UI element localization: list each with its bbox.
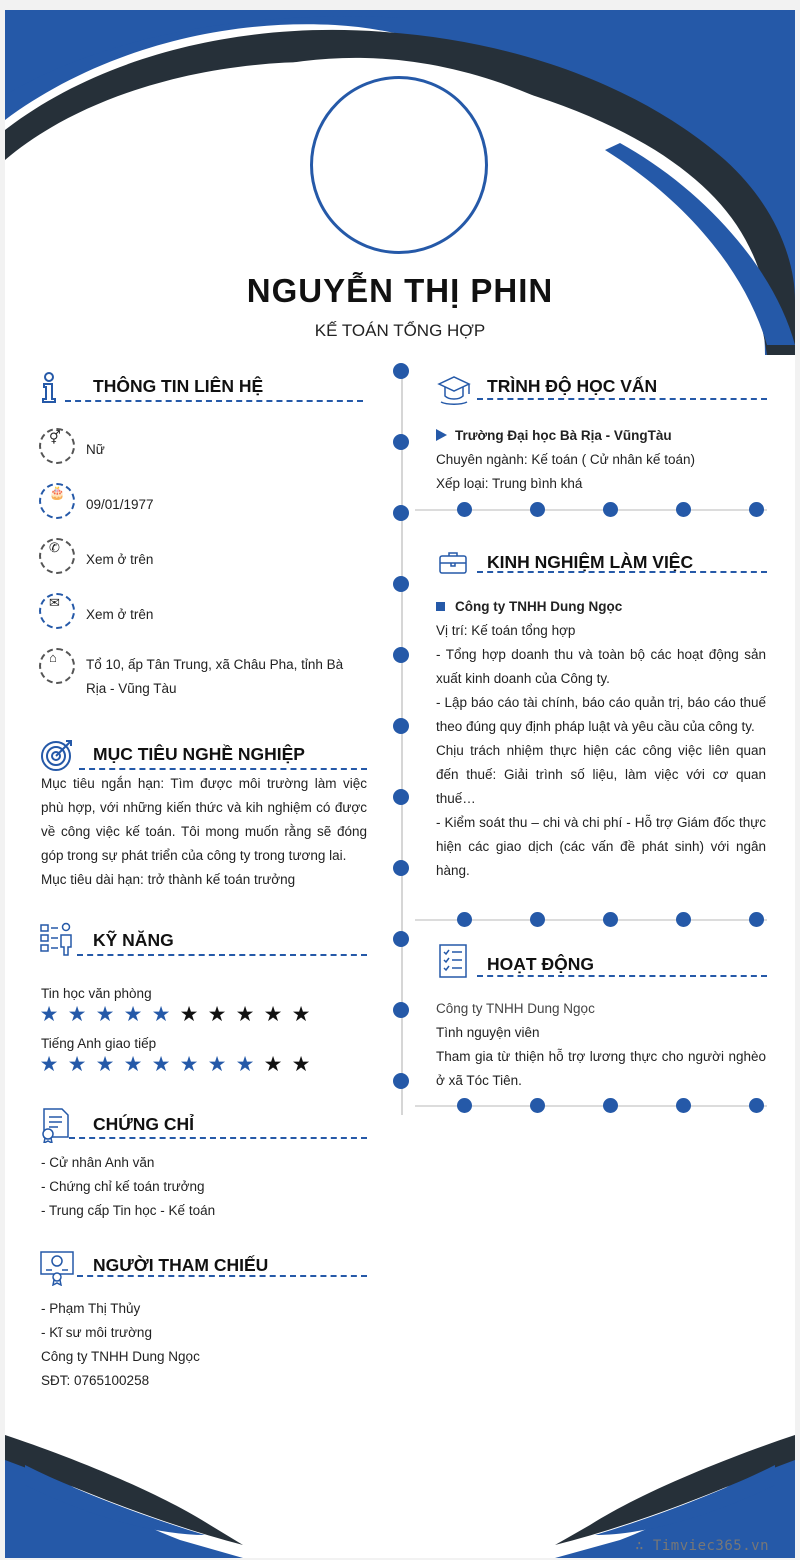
- footer-wave-decoration: [5, 1415, 795, 1558]
- experience-position: Vị trí: Kế toán tổng hợp: [436, 623, 576, 638]
- experience-duty: - Kiểm soát thu – chi và chi phí - Hỗ trợ Giám đốc thực hiện các giao dịch (các vấn đề phát sinh) với ngân hàng.: [436, 815, 766, 878]
- education-grade: Xếp loại: Trung bình khá: [436, 476, 583, 491]
- education-title-rule: [477, 398, 767, 400]
- star-filled-icon: ★: [123, 1053, 143, 1076]
- timeline-dot: [393, 789, 409, 805]
- gender-icon: ⚥: [49, 430, 61, 445]
- activities-entry: [436, 997, 766, 1093]
- info-icon: [39, 372, 59, 404]
- star-filled-icon: ★: [39, 1003, 59, 1026]
- star-filled-icon: ★: [67, 1053, 87, 1076]
- star-filled-icon: ★: [95, 1053, 115, 1076]
- contact-item-address: ⌂ Tổ 10, ấp Tân Trung, xã Châu Pha, tỉnh Bà Rịa - Vũng Tàu: [39, 648, 369, 708]
- checklist-icon: [439, 944, 467, 978]
- certificate-icon: [40, 1107, 72, 1143]
- certificates-title-rule: [69, 1137, 367, 1139]
- education-entry: [436, 424, 766, 496]
- skill-name: Tin học văn phòng: [41, 986, 152, 1001]
- certificate-item: - Trung cấp Tin học - Kế toán: [41, 1203, 216, 1218]
- experience-company: Công ty TNHH Dung Ngọc: [436, 595, 766, 619]
- skill-rating: [39, 1054, 311, 1075]
- square-bullet-icon: [436, 602, 445, 611]
- certificate-item: - Chứng chỉ kế toán trưởng: [41, 1179, 205, 1194]
- education-section-title: TRÌNH ĐỘ HỌC VẤN: [487, 376, 658, 396]
- contact-item-phone: ✆ Xem ở trên: [39, 538, 369, 578]
- star-empty-icon: ★: [207, 1003, 227, 1026]
- reference-line: SĐT: 0765100258: [41, 1373, 150, 1388]
- phone-icon: ✆: [49, 540, 60, 555]
- star-filled-icon: ★: [179, 1053, 199, 1076]
- references-list: [41, 1297, 367, 1393]
- job-title: KẾ TOÁN TỔNG HỢP: [314, 321, 486, 340]
- briefcase-icon: [439, 551, 467, 575]
- section-separator: [415, 1105, 767, 1107]
- activities-description: Tham gia từ thiện hỗ trợ lương thực cho người nghèo ở xã Tóc Tiên.: [436, 1049, 766, 1088]
- certificates-list: [41, 1151, 367, 1223]
- experience-section-title: KINH NGHIỆM LÀM VIỆC: [487, 552, 694, 572]
- triangle-bullet-icon: [436, 429, 447, 441]
- timeline-dot: [393, 363, 409, 379]
- experience-duty: - Lập báo cáo tài chính, báo cáo quản trị, báo cáo thuế theo đúng quy định pháp luật và yêu cầu của công ty.: [436, 695, 766, 734]
- star-filled-icon: ★: [151, 1003, 171, 1026]
- timeline-dot: [393, 647, 409, 663]
- objective-long-term: Mục tiêu dài hạn: trở thành kế toán trưởng: [41, 872, 296, 887]
- star-empty-icon: ★: [235, 1003, 255, 1026]
- activities-title-rule: [477, 975, 767, 977]
- star-filled-icon: ★: [151, 1053, 171, 1076]
- contact-title-rule: [65, 400, 363, 402]
- star-empty-icon: ★: [263, 1003, 283, 1026]
- education-major: Chuyên ngành: Kế toán ( Cử nhân kế toán): [436, 452, 695, 467]
- target-icon: [40, 738, 74, 772]
- reference-line: - Kĩ sư môi trường: [41, 1325, 152, 1340]
- contact-item-birthday: 🎂 09/01/1977: [39, 483, 369, 523]
- experience-entry: [436, 595, 766, 883]
- timeline-dot: [393, 1073, 409, 1089]
- skills-section-title: KỸ NĂNG: [93, 930, 174, 950]
- skill-name: Tiếng Anh giao tiếp: [41, 1036, 157, 1051]
- timeline-dot: [393, 860, 409, 876]
- star-empty-icon: ★: [263, 1053, 283, 1076]
- timeline-dot: [393, 931, 409, 947]
- section-separator: [415, 919, 767, 921]
- reference-line: - Phạm Thị Thủy: [41, 1301, 141, 1316]
- mail-icon: ✉: [49, 595, 60, 610]
- certificates-section-title: CHỨNG CHỈ: [93, 1114, 195, 1134]
- star-filled-icon: ★: [123, 1003, 143, 1026]
- experience-duty: - Tổng hợp doanh thu và toàn bộ các hoạt động sản xuất kinh doanh của Công ty.: [436, 647, 766, 686]
- star-empty-icon: ★: [179, 1003, 199, 1026]
- star-filled-icon: ★: [235, 1053, 255, 1076]
- certificate-item: - Cử nhân Anh văn: [41, 1155, 155, 1170]
- education-school: Trường Đại học Bà Rịa - VũngTàu: [436, 424, 766, 448]
- references-section-title: NGƯỜI THAM CHIẾU: [93, 1255, 269, 1275]
- checklist-person-icon: [40, 922, 74, 956]
- skills-title-rule: [77, 954, 367, 956]
- watermark: ∴ Timviec365.vn: [635, 1538, 769, 1554]
- activities-role: Tình nguyện viên: [436, 1025, 540, 1040]
- reference-certificate-icon: [40, 1250, 74, 1286]
- activities-section-title: HOẠT ĐỘNG: [487, 954, 594, 974]
- timeline-dot: [393, 718, 409, 734]
- reference-line: Công ty TNHH Dung Ngọc: [41, 1349, 200, 1364]
- timeline-dot: [393, 1002, 409, 1018]
- home-icon: ⌂: [49, 650, 57, 665]
- timeline-dot: [393, 576, 409, 592]
- objective-text: Mục tiêu ngắn hạn: Tìm được môi trường làm việc phù hợp, với những kiến thức và kih nghiệm có được về công việc kế toán. Tôi mong muốn rằng sẽ đóng góp trong sự phát triển của công ty trong tương lai.: [41, 776, 367, 863]
- contact-section-title: THÔNG TIN LIÊN HỆ: [93, 376, 264, 396]
- cv-page: [5, 10, 795, 1558]
- activities-organization: Công ty TNHH Dung Ngọc: [436, 1001, 595, 1016]
- candidate-name: NGUYỄN THỊ PHIN: [246, 272, 554, 309]
- graduation-cap-icon: [437, 374, 471, 406]
- timeline-dot: [393, 505, 409, 521]
- skill-rating: [39, 1004, 311, 1025]
- objective-title-rule: [79, 768, 367, 770]
- contact-item-gender: ⚥ Nữ: [39, 428, 369, 468]
- star-filled-icon: ★: [95, 1003, 115, 1026]
- star-filled-icon: ★: [207, 1053, 227, 1076]
- section-separator: [415, 509, 767, 511]
- star-empty-icon: ★: [291, 1003, 311, 1026]
- experience-duty: Chịu trách nhiệm thực hiện các công việc liên quan đến thuế: Giải trình số liệu, làm việc với cơ quan thuế…: [436, 743, 766, 806]
- timeline-dot: [393, 434, 409, 450]
- birthday-cake-icon: 🎂: [49, 485, 66, 500]
- contact-item-email: ✉ Xem ở trên: [39, 593, 369, 633]
- star-filled-icon: ★: [39, 1053, 59, 1076]
- references-title-rule: [77, 1275, 367, 1277]
- star-empty-icon: ★: [291, 1053, 311, 1076]
- objective-section-title: MỤC TIÊU NGHỀ NGHIỆP: [93, 744, 305, 764]
- experience-title-rule: [477, 571, 767, 573]
- star-filled-icon: ★: [67, 1003, 87, 1026]
- profile-photo-frame: [310, 76, 488, 254]
